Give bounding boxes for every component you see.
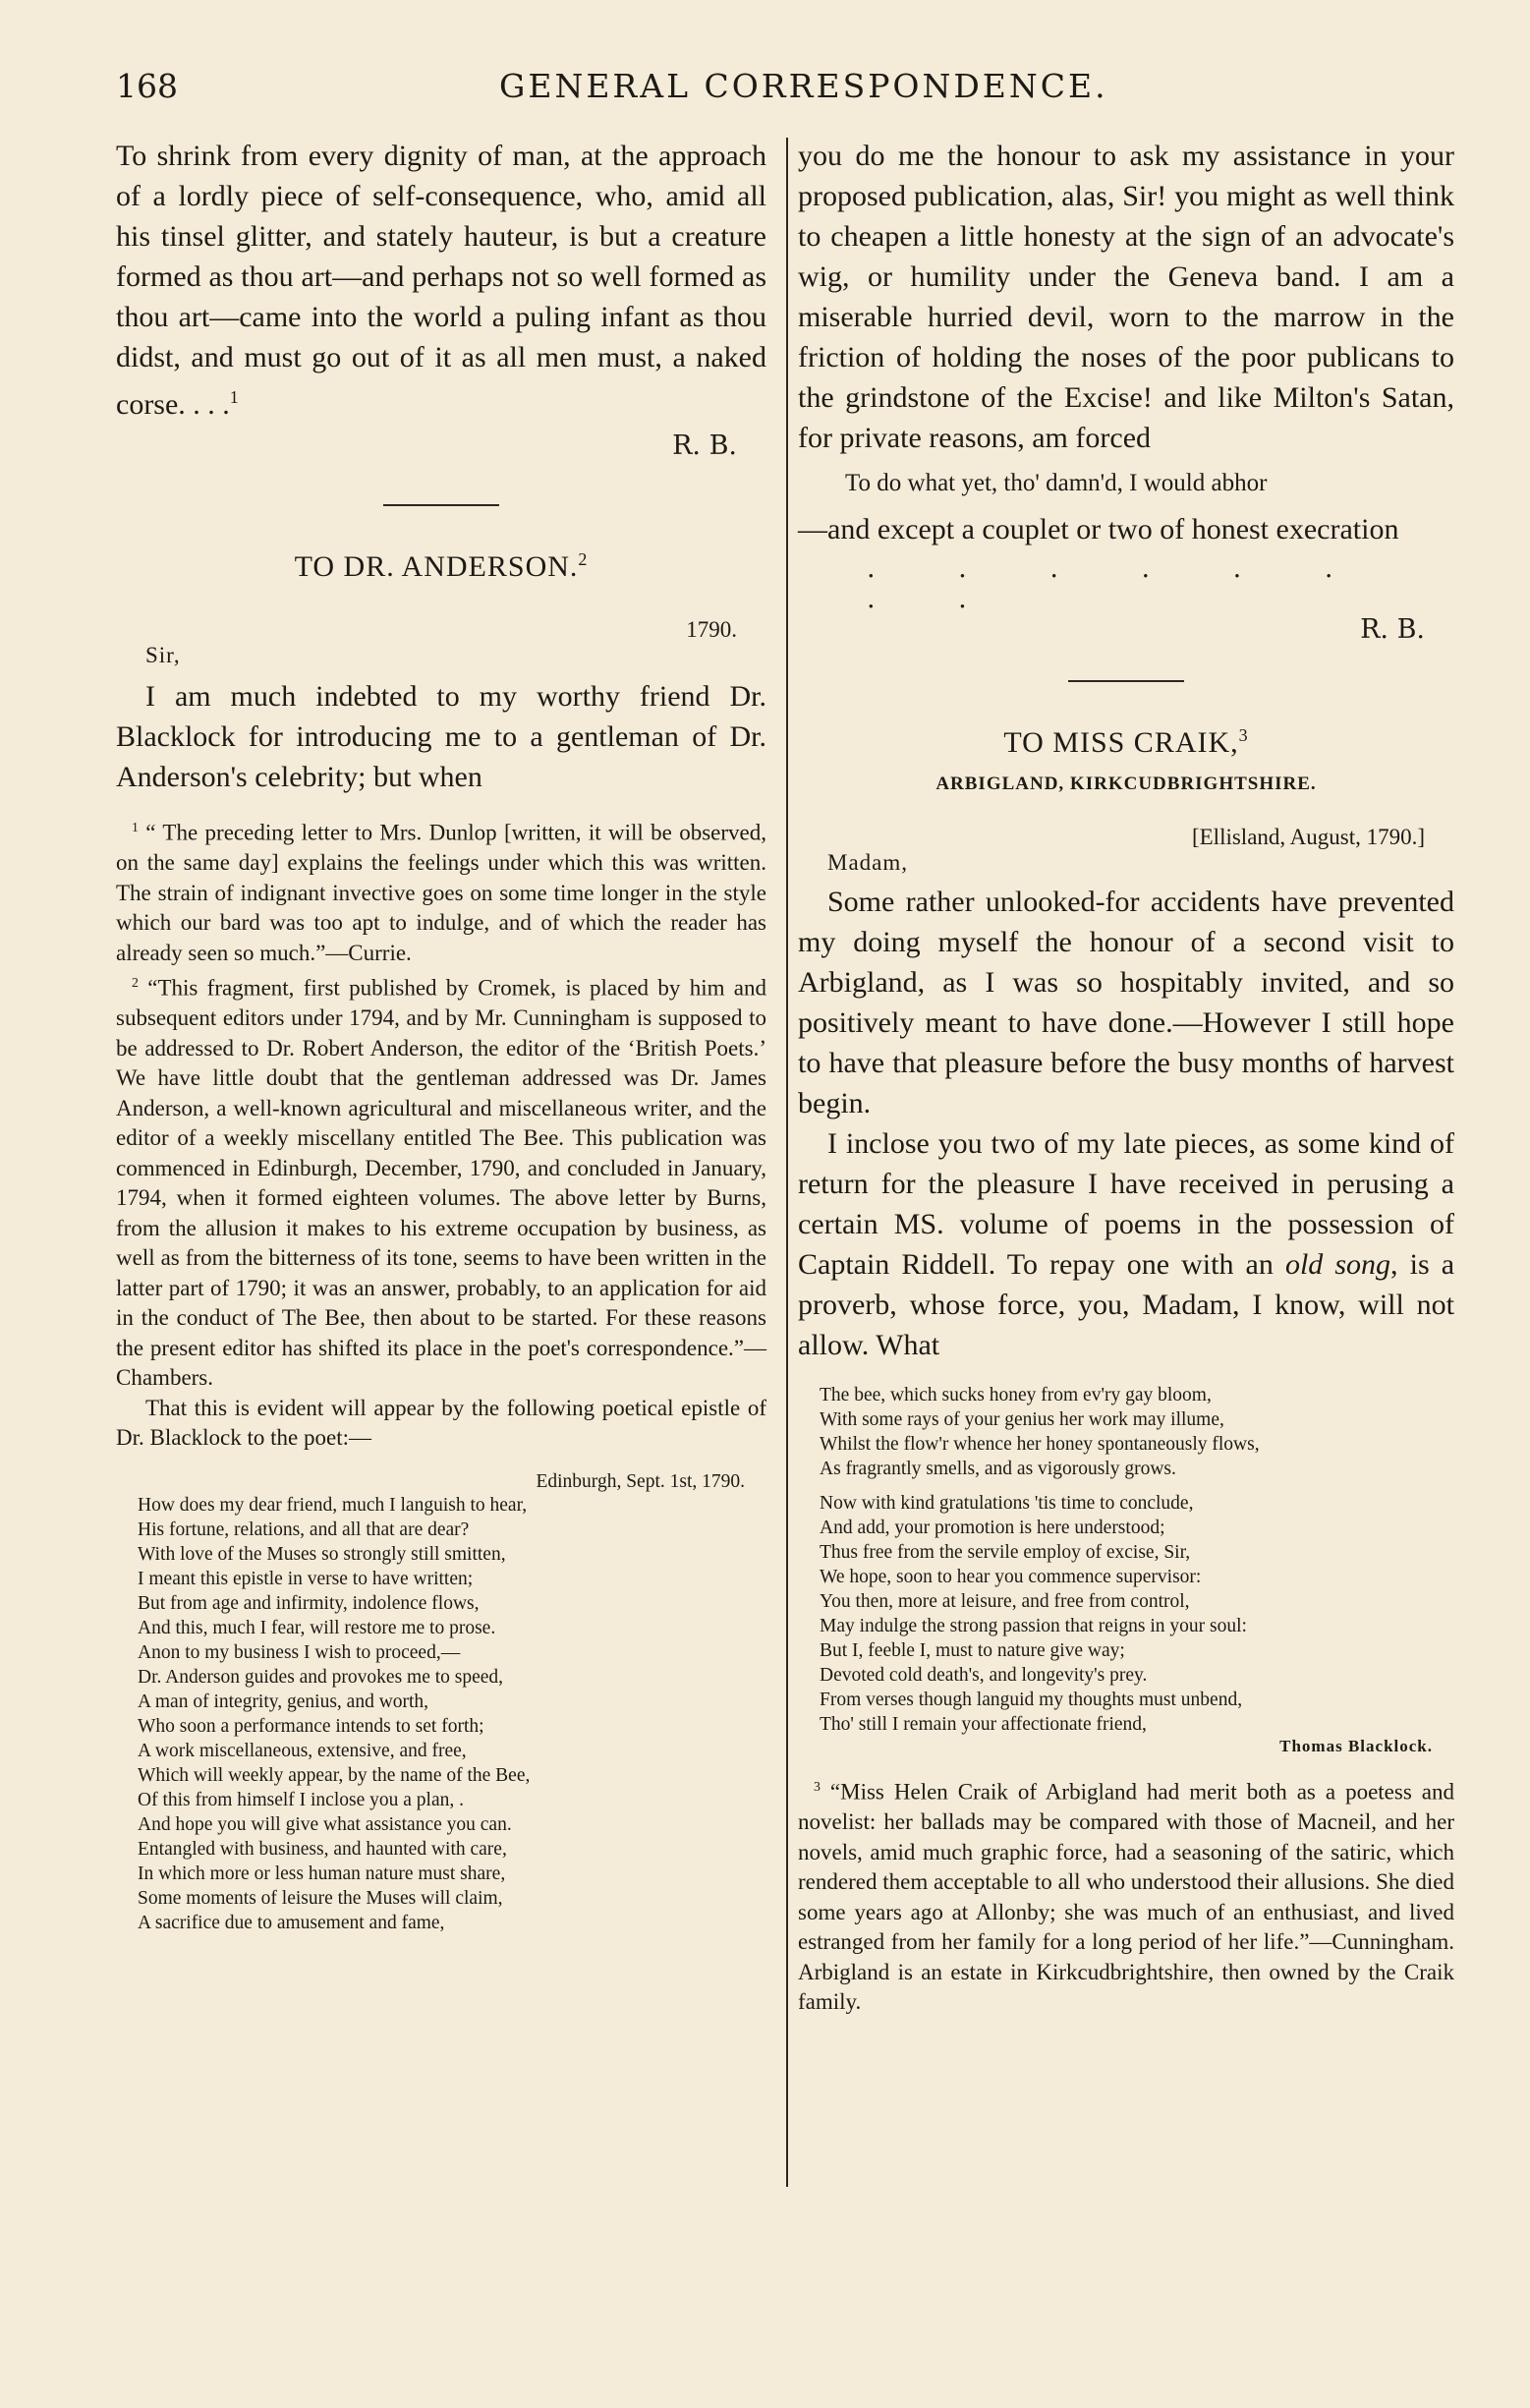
letter-heading: TO DR. ANDERSON.$^2$ bbox=[294, 549, 589, 583]
footnote-2: $^2$ “This fragment, first published by Cromek, is placed by him and subsequent editors under 1794, and by Mr. Cunningham is supposed to be addressed to Dr. Robert Anderson, the editor of the ‘British Poets.’ We have little doubt that the gentleman addressed was Dr. James Anderson, a well-known agricultural and miscellaneous writer, and the editor of a weekly miscellany entitled The Bee. This publication was commenced in Edinburgh, December, 1790, and concluded in January, 1794, when it formed eighteen volumes. The above letter by Burns, from the allusion it makes to his extreme occupation by business, as well as from the bitterness of its tone, seems to have been written in the latter part of 1790; it was an answer, probably, to an application for aid in the conduct of The Bee, then about to be started. For these reasons the present editor has shifted its place in the poet's correspondence.”—Chambers. bbox=[116, 975, 767, 1391]
verse-line: You then, more at leisure, and free from control, bbox=[820, 1591, 1190, 1612]
page-number: 168 bbox=[116, 67, 178, 105]
verse-line: Devoted cold death's, and longevity's prey. bbox=[820, 1665, 1148, 1686]
verse-line: With love of the Muses so strongly still smitten, bbox=[138, 1543, 506, 1565]
closing-paragraph: To shrink from every dignity of man, at the approach of a lordly piece of self-consequence, who, amid all his tinsel glitter, and stately hauteur, is but a creature formed as thou art—and perhaps not so well formed as thou art—came into the world a puling infant as thou didst, and must go out of it as all men must, a naked corse. . . .$^1$ bbox=[116, 140, 766, 421]
verse-line: And add, your promotion is here understood; bbox=[820, 1518, 1165, 1538]
verse-line: How does my dear friend, much I languish to hear, bbox=[138, 1494, 528, 1516]
verse-line: Anon to my business I wish to proceed,— bbox=[138, 1641, 461, 1663]
letter-continuation-end: —and except a couplet or two of honest execration bbox=[798, 513, 1399, 545]
verse-line: With some rays of your genius her work may illume, bbox=[820, 1409, 1224, 1430]
ellipsis-dots: . . . . . . . . bbox=[867, 553, 1371, 614]
left-column bbox=[116, 136, 766, 1935]
verse-line: As fragrantly smells, and as vigorously grows. bbox=[820, 1459, 1176, 1479]
verse-line: His fortune, relations, and all that are dear? bbox=[138, 1519, 470, 1540]
verse-line: I meant this epistle in verse to have written; bbox=[138, 1568, 474, 1589]
epistle-date: Edinburgh, Sept. 1st, 1790. bbox=[536, 1470, 745, 1492]
verse-line: But I, feeble I, must to nature give way; bbox=[820, 1640, 1125, 1661]
signature: R. B. bbox=[672, 430, 737, 461]
verse-line: Entangled with business, and haunted with care, bbox=[138, 1838, 507, 1860]
footnote-ref-2: 2 bbox=[578, 549, 589, 569]
verse-line: In which more or less human nature must share, bbox=[138, 1863, 506, 1884]
verse-line: Thus free from the servile employ of excise, Sir, bbox=[820, 1542, 1191, 1563]
letter-date: 1790. bbox=[686, 617, 737, 642]
verse-line: We hope, soon to hear you commence supervisor: bbox=[820, 1567, 1202, 1587]
letter-continuation: you do me the honour to ask my assistance in your proposed publication, alas, Sir! you might as well think to cheapen a little honesty at the sign of an advocate's wig, or humility under the Geneva band. I am a miserable hurried devil, worn to the marrow in the friction of holding the noses of the poor publicans to the grindstone of the Excise! and like Milton's Satan, for private reasons, am forced bbox=[798, 140, 1454, 454]
right-column bbox=[798, 136, 1454, 2018]
footnote-3: $^3$ “Miss Helen Craik of Arbigland had merit both as a poetess and novelist: her ballads may be compared with those of Macneil, and her novels, amid much graphic force, had a seasoning of the satiric, which rendered them acceptable to all who understood their allusions. She died some years ago at Allonby; she was much of an enthusiast, and lived estranged from her family for a long period of her life.”—Cunningham. Arbigland is an estate in Kirkcudbrightshire, then owned by the Craik family. bbox=[798, 1779, 1455, 2015]
footnote-1: $^1$ “ The preceding letter to Mrs. Dunlop [written, it will be observed, on the same day] explains the feelings under which this was written. The strain of indignant invective goes on some time longer in the style which our bard was too apt to indulge, and of which the reader has already seen so much.”—Currie. bbox=[116, 820, 766, 965]
verse-line: But from age and infirmity, indolence flows, bbox=[138, 1592, 480, 1614]
column-rule bbox=[786, 138, 788, 2187]
verse-line: Now with kind gratulations 'tis time to conclude, bbox=[820, 1493, 1194, 1514]
salutation-craik: Madam, bbox=[827, 850, 909, 875]
verse-line: From verses though languid my thoughts must unbend, bbox=[820, 1690, 1243, 1710]
verse-line: A man of integrity, genius, and worth, bbox=[138, 1691, 429, 1712]
verse-line: A sacrifice due to amusement and fame, bbox=[138, 1912, 445, 1933]
footnote-ref-3: 3 bbox=[1238, 725, 1249, 745]
running-title: GENERAL CORRESPONDENCE. bbox=[499, 67, 1108, 105]
letter-body: I am much indebted to my worthy friend Dr. Blacklock for introducing me to a gentleman of Dr. Anderson's celebrity; but when bbox=[116, 680, 766, 793]
footnote-continuation: That this is evident will appear by the following poetical epistle of Dr. Blacklock to the poet:— bbox=[116, 1395, 766, 1451]
epistle-verse bbox=[116, 1493, 766, 1935]
salutation: Sir, bbox=[145, 643, 181, 667]
verse-line: Of this from himself I inclose you a plan, . bbox=[138, 1789, 464, 1810]
footnote-ref-1: 1 bbox=[229, 387, 239, 407]
epistle-signature: Thomas Blacklock. bbox=[1279, 1737, 1433, 1755]
verse-line: And hope you will give what assistance you can. bbox=[138, 1813, 512, 1835]
letter-date-craik: [Ellisland, August, 1790.] bbox=[1191, 825, 1425, 849]
verse-line: Dr. Anderson guides and provokes me to speed, bbox=[138, 1666, 504, 1688]
epistle-verse-continued bbox=[798, 1383, 1454, 1737]
verse-line: May indulge the strong passion that reigns in your soul: bbox=[820, 1616, 1247, 1636]
verse-line: The bee, which sucks honey from ev'ry gay bloom, bbox=[820, 1385, 1212, 1405]
letter-paragraph-2: I inclose you two of my late pieces, as some kind of return for the pleasure I have received in perusing a certain MS. volume of poems in the possession of Captain Riddell. To repay one with an old song, is a proverb, whose force, you, Madam, I know, will not allow. What bbox=[798, 1127, 1455, 1361]
verse-line: Whilst the flow'r whence her honey spontaneously flows, bbox=[820, 1434, 1260, 1455]
verse-line: Some moments of leisure the Muses will claim, bbox=[138, 1887, 503, 1909]
quoted-verse: To do what yet, tho' damn'd, I would abhor bbox=[845, 470, 1268, 496]
signature-right: R. B. bbox=[1360, 614, 1425, 645]
verse-line: Which will weekly appear, by the name of the Bee, bbox=[138, 1764, 531, 1786]
letter-subheading: ARBIGLAND, KIRKCUDBRIGHTSHIRE. bbox=[935, 774, 1317, 794]
verse-line: Who soon a performance intends to set forth; bbox=[138, 1715, 484, 1737]
page-header bbox=[0, 67, 1530, 114]
verse-line: And this, much I fear, will restore me to prose. bbox=[138, 1617, 496, 1638]
letter-heading-craik: TO MISS CRAIK,$^3$ bbox=[1003, 725, 1249, 759]
verse-line: A work miscellaneous, extensive, and free, bbox=[138, 1740, 467, 1761]
letter-paragraph-1: Some rather unlooked-for accidents have prevented my doing myself the honour of a second visit to Arbigland, as I was so hospitably invited, and so positively meant to have done.—However I still hope to have that pleasure before the busy months of harvest begin. bbox=[798, 886, 1454, 1119]
verse-line: Tho' still I remain your affectionate friend, bbox=[820, 1714, 1147, 1735]
